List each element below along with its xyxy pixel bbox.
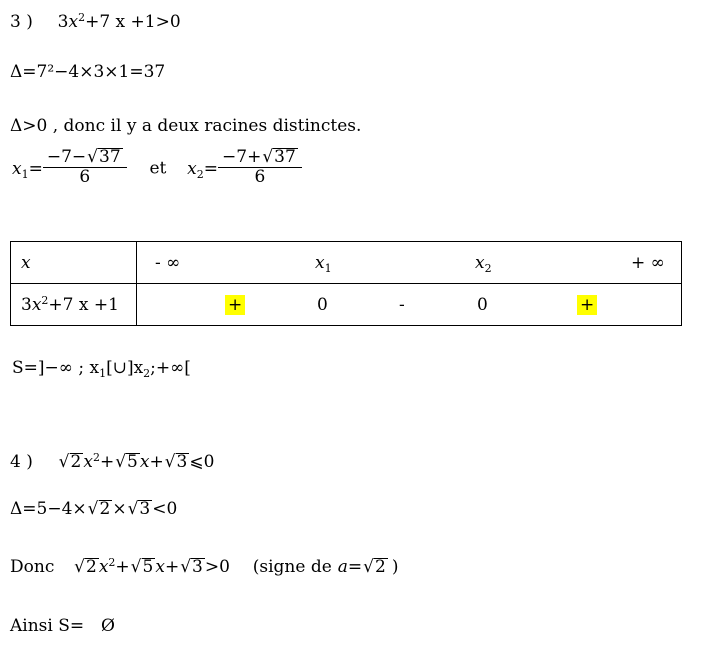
exercise-4-donc: Donc √2 $x^2+√5$ x+√3 >0 (signe de a=√2 ) (10, 556, 399, 577)
root-2: $x_2=$ $\frac{-7+√37}{6}$ (187, 159, 302, 179)
exercise-3-heading (10, 12, 181, 31)
exercise-3-number: 3 ) (10, 12, 33, 32)
sign-table (10, 241, 682, 326)
header-minus-infinity: - ∞ (155, 253, 181, 273)
root-1: $x_1=$ $\frac{-7-√37}{6}$ (12, 159, 127, 179)
sign-table-header-row (11, 242, 682, 284)
sign-plus-2: + (577, 295, 597, 315)
exercise-4-conclusion: Ainsi S= Ø (10, 616, 115, 636)
exercise-3-roots (12, 147, 302, 188)
exercise-4-heading (10, 452, 214, 471)
zero-2: 0 (477, 295, 488, 315)
exercise-4-discriminant: Δ=5−4×√2 ×√3 <0 (10, 499, 178, 519)
exercise-3-solution: S=]−∞ ; $x_1[\cup]x_2;+\infty$[ (12, 358, 191, 380)
exercise-4-number: 4 ) (10, 452, 33, 472)
exercise-3-sign-statement: Δ>0 , donc il y a deux racines distinctes. (10, 116, 362, 136)
sign-plus-1: + (225, 295, 245, 315)
roots-connector: et (149, 158, 167, 179)
signe-note: (signe de a=√2 ) (252, 557, 399, 577)
sign-table-data-row (11, 284, 682, 326)
exercise-4-inequality: √2 $x^2+√5$ x+√3 ⩽0 (58, 451, 215, 472)
empty-set-symbol: Ø (100, 616, 115, 636)
zero-1: 0 (317, 295, 328, 315)
signs-cell (137, 284, 682, 326)
header-plus-infinity: + ∞ (631, 253, 665, 273)
exercise-3-discriminant: Δ=7²−4×3×1=37 (10, 62, 166, 82)
header-x2: $x_2$ (475, 253, 492, 275)
expression-cell: $3x^2+7$ x +1 (11, 284, 137, 326)
header-x1: $x_1$ (315, 253, 332, 275)
header-values-cell (137, 242, 682, 284)
sign-minus: - (399, 295, 405, 315)
header-variable-cell: x (11, 242, 137, 284)
exercise-3-inequality: $3x^2+7$ x +1>0 (57, 11, 181, 32)
